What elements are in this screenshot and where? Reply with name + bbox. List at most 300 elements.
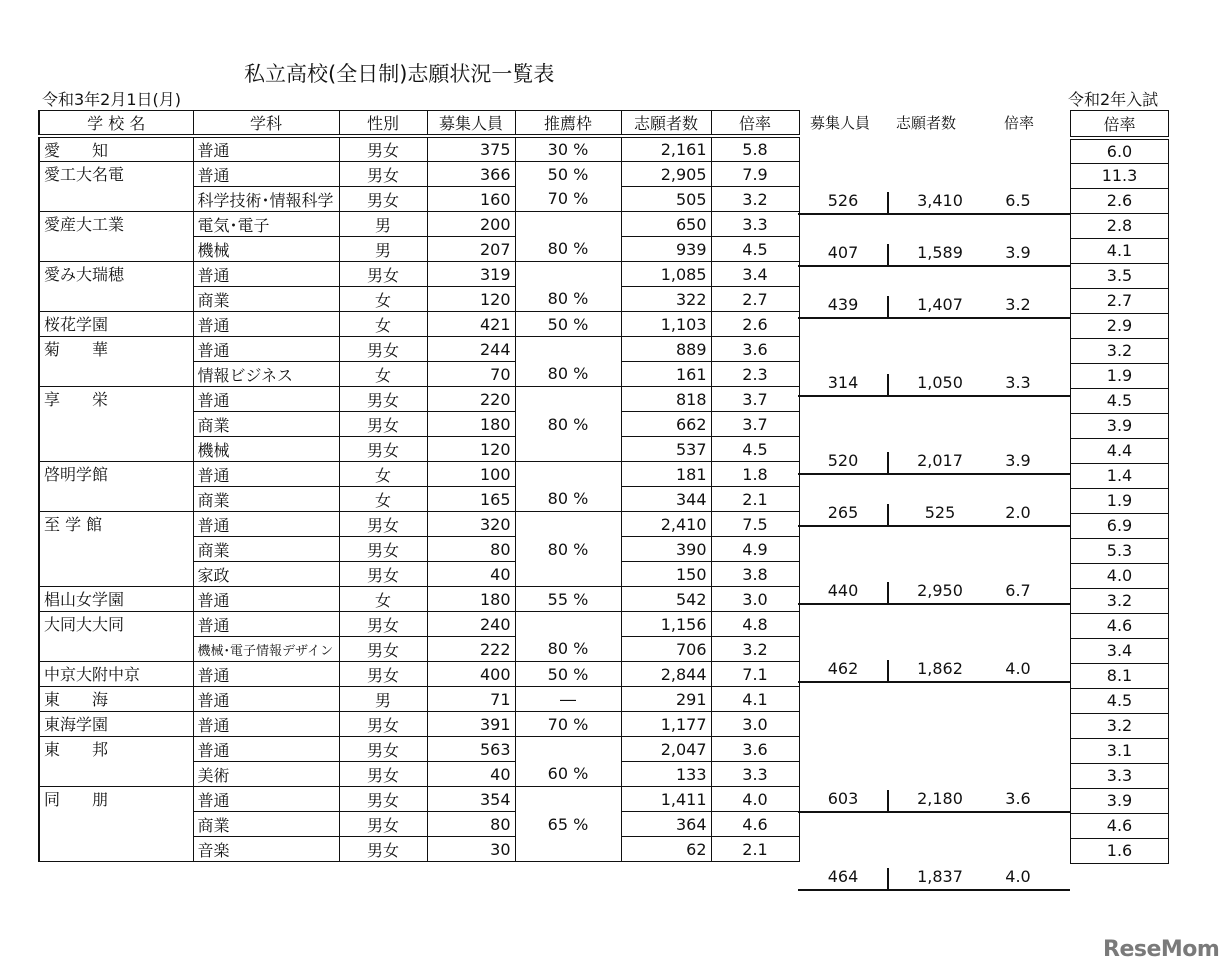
school-name-cell	[39, 412, 193, 437]
applicants-cell: 62	[621, 837, 711, 862]
dept-cell: 情報ビジネス	[193, 362, 339, 387]
prev-row	[1071, 463, 1169, 488]
prev-ratio-cell: 1.9	[1071, 363, 1169, 388]
applicants-cell: 505	[621, 187, 711, 212]
prev-row	[1071, 263, 1169, 288]
school-name-cell: 桜花学園	[39, 312, 193, 337]
capacity-cell: 80	[427, 812, 515, 837]
prev-ratio-cell: 3.3	[1071, 763, 1169, 788]
recommend-cell: 80 %	[515, 637, 621, 662]
ratio-cell: 2.6	[711, 312, 799, 337]
school-name-cell	[39, 637, 193, 662]
dept-cell: 商業	[193, 812, 339, 837]
prev-ratio-cell: 3.2	[1071, 713, 1169, 738]
recommend-cell	[515, 437, 621, 462]
previous-year-label: 令和2年入試	[1068, 90, 1159, 109]
applicants-cell: 537	[621, 437, 711, 462]
table-row	[39, 662, 799, 687]
table-row	[39, 212, 799, 237]
dept-cell: 普通	[193, 662, 339, 687]
summary-capacity: 526	[827, 191, 859, 210]
applicants-cell: 1,103	[621, 312, 711, 337]
table-row	[39, 612, 799, 637]
prev-ratio-cell: 3.1	[1071, 738, 1169, 763]
capacity-cell: 71	[427, 687, 515, 712]
school-name-cell: 愛産大工業	[39, 212, 193, 237]
capacity-cell: 180	[427, 412, 515, 437]
capacity-cell: 180	[427, 587, 515, 612]
prev-ratio-cell: 4.0	[1071, 563, 1169, 588]
dept-cell: 商業	[193, 287, 339, 312]
sex-cell: 男女	[339, 662, 427, 687]
recommend-cell: 70 %	[515, 187, 621, 212]
capacity-cell: 400	[427, 662, 515, 687]
ratio-cell: 3.8	[711, 562, 799, 587]
capacity-cell: 366	[427, 162, 515, 187]
dept-cell: 機械･電子情報デザイン	[193, 637, 339, 662]
prev-ratio-cell: 4.5	[1071, 388, 1169, 413]
summary-capacity: 407	[827, 243, 859, 262]
applicants-cell: 1,177	[621, 712, 711, 737]
dept-cell: 機械	[193, 237, 339, 262]
prev-row	[1071, 788, 1169, 813]
prev-row	[1071, 388, 1169, 413]
prev-row	[1071, 438, 1169, 463]
sex-cell: 男女	[339, 162, 427, 187]
capacity-cell: 391	[427, 712, 515, 737]
school-name-cell: 享 栄	[39, 387, 193, 412]
applicants-cell: 291	[621, 687, 711, 712]
summary-applicants: 2,180	[917, 789, 963, 808]
applicants-cell: 344	[621, 487, 711, 512]
ratio-cell: 3.0	[711, 712, 799, 737]
dept-cell: 普通	[193, 612, 339, 637]
school-name-cell: 愛み大瑞穂	[39, 262, 193, 287]
ratio-cell: 4.5	[711, 237, 799, 262]
prev-ratio-cell: 2.8	[1071, 213, 1169, 238]
recommend-cell: 70 %	[515, 712, 621, 737]
capacity-cell: 160	[427, 187, 515, 212]
summary-applicants: 1,407	[917, 295, 963, 314]
sex-cell: 男女	[339, 612, 427, 637]
recommend-cell	[515, 512, 621, 537]
dept-cell: 普通	[193, 262, 339, 287]
table-row	[39, 812, 799, 837]
applicants-cell: 2,161	[621, 136, 711, 162]
school-name-cell	[39, 237, 193, 262]
school-name-cell: 中京大附中京	[39, 662, 193, 687]
prev-row	[1071, 238, 1169, 263]
capacity-cell: 120	[427, 287, 515, 312]
applicants-cell: 133	[621, 762, 711, 787]
prev-row	[1071, 538, 1169, 563]
recommend-cell	[515, 837, 621, 862]
summary-group-border	[798, 213, 1070, 215]
applicants-cell: 322	[621, 287, 711, 312]
summary-ratio: 4.0	[1005, 659, 1031, 678]
sex-cell: 男女	[339, 412, 427, 437]
ratio-cell: 3.7	[711, 387, 799, 412]
prev-row	[1071, 638, 1169, 663]
recommend-cell	[515, 737, 621, 762]
recommend-cell: 50 %	[515, 162, 621, 187]
sex-cell: 男女	[339, 537, 427, 562]
recommend-cell: 80 %	[515, 362, 621, 387]
capacity-cell: 207	[427, 237, 515, 262]
recommend-cell: 80 %	[515, 487, 621, 512]
summary-group-border	[798, 317, 1070, 319]
dept-cell: 普通	[193, 712, 339, 737]
page-title: 私立高校(全日制)志願状況一覧表	[244, 62, 555, 86]
applicants-cell: 1,085	[621, 262, 711, 287]
school-name-cell	[39, 812, 193, 837]
prev-ratio-cell: 1.6	[1071, 838, 1169, 863]
school-name-cell: 東 海	[39, 687, 193, 712]
summary-group-border	[798, 395, 1070, 397]
sex-cell: 男女	[339, 512, 427, 537]
prev-row	[1071, 163, 1169, 188]
capacity-cell: 120	[427, 437, 515, 462]
ratio-cell: 3.4	[711, 262, 799, 287]
summary-divider	[887, 868, 889, 890]
summary-ratio: 2.0	[1005, 503, 1031, 522]
header-applicants: 志願者数	[621, 111, 711, 137]
sex-cell: 女	[339, 587, 427, 612]
applicants-cell: 818	[621, 387, 711, 412]
ratio-cell: 3.6	[711, 337, 799, 362]
sum-header-ratio: 倍率	[1004, 114, 1035, 132]
dept-cell: 普通	[193, 312, 339, 337]
recommend-cell	[515, 562, 621, 587]
sex-cell: 男女	[339, 387, 427, 412]
recommend-cell: 50 %	[515, 312, 621, 337]
summary-ratio: 3.9	[1005, 451, 1031, 470]
school-name-cell	[39, 187, 193, 212]
table-row	[39, 562, 799, 587]
dept-cell: 機械	[193, 437, 339, 462]
summary-group-border	[798, 681, 1070, 683]
table-row	[39, 337, 799, 362]
applicants-cell: 542	[621, 587, 711, 612]
summary-capacity: 603	[827, 789, 859, 808]
sex-cell: 男女	[339, 737, 427, 762]
prev-ratio-cell: 4.6	[1071, 813, 1169, 838]
capacity-cell: 40	[427, 562, 515, 587]
sex-cell: 男女	[339, 637, 427, 662]
summary-capacity: 265	[827, 503, 859, 522]
table-row	[39, 387, 799, 412]
summary-applicants: 525	[924, 503, 956, 522]
previous-year-table	[1070, 110, 1169, 864]
dept-cell: 商業	[193, 412, 339, 437]
sex-cell: 男	[339, 212, 427, 237]
capacity-cell: 40	[427, 762, 515, 787]
prev-ratio-cell: 3.9	[1071, 788, 1169, 813]
dept-cell: 家政	[193, 562, 339, 587]
summary-applicants: 1,862	[917, 659, 963, 678]
summary-group-border	[798, 889, 1070, 891]
dept-cell: 科学技術･情報科学	[193, 187, 339, 212]
applicants-cell: 662	[621, 412, 711, 437]
summary-capacity: 464	[827, 867, 859, 886]
summary-capacity: 520	[827, 451, 859, 470]
sex-cell: 男女	[339, 762, 427, 787]
capacity-cell: 80	[427, 537, 515, 562]
prev-row	[1071, 688, 1169, 713]
table-row	[39, 162, 799, 187]
school-name-cell	[39, 487, 193, 512]
summary-ratio: 3.2	[1005, 295, 1031, 314]
table-row	[39, 412, 799, 437]
prev-row	[1071, 663, 1169, 688]
recommend-cell: 80 %	[515, 412, 621, 437]
prev-row	[1071, 138, 1169, 163]
table-row	[39, 787, 799, 812]
prev-row	[1071, 288, 1169, 313]
recommend-cell	[515, 212, 621, 237]
applicants-cell: 939	[621, 237, 711, 262]
capacity-cell: 30	[427, 837, 515, 862]
capacity-cell: 165	[427, 487, 515, 512]
sex-cell: 男女	[339, 787, 427, 812]
school-name-cell: 大同大大同	[39, 612, 193, 637]
school-name-cell	[39, 837, 193, 862]
sex-cell: 男女	[339, 187, 427, 212]
ratio-cell: 3.7	[711, 412, 799, 437]
prev-ratio-cell: 4.6	[1071, 613, 1169, 638]
school-name-cell	[39, 762, 193, 787]
table-row	[39, 262, 799, 287]
dept-cell: 美術	[193, 762, 339, 787]
ratio-cell: 4.8	[711, 612, 799, 637]
summary-group-border	[798, 265, 1070, 267]
ratio-cell: 7.9	[711, 162, 799, 187]
table-row	[39, 712, 799, 737]
sex-cell: 男女	[339, 712, 427, 737]
table-row	[39, 762, 799, 787]
summary-ratio: 6.7	[1005, 581, 1031, 600]
header-sex: 性別	[339, 111, 427, 137]
dept-cell: 商業	[193, 487, 339, 512]
recommend-cell: 80 %	[515, 237, 621, 262]
prev-row	[1071, 513, 1169, 538]
summary-applicants: 3,410	[917, 191, 963, 210]
table-row	[39, 837, 799, 862]
recommend-cell: 80 %	[515, 537, 621, 562]
recommend-cell	[515, 337, 621, 362]
applicants-cell: 150	[621, 562, 711, 587]
recommend-cell: 30 %	[515, 136, 621, 162]
ratio-cell: 1.8	[711, 462, 799, 487]
school-name-cell: 菊 華	[39, 337, 193, 362]
summary-row	[798, 370, 1070, 396]
table-row	[39, 287, 799, 312]
table-header-row	[39, 111, 799, 137]
applications-table	[38, 110, 800, 862]
sex-cell: 男女	[339, 562, 427, 587]
ratio-cell: 3.3	[711, 212, 799, 237]
table-row	[39, 237, 799, 262]
header-school: 学 校 名	[39, 111, 193, 137]
ratio-cell: 7.5	[711, 512, 799, 537]
report-date: 令和3年2月1日(月)	[42, 90, 182, 109]
table-row	[39, 487, 799, 512]
summary-ratio: 3.9	[1005, 243, 1031, 262]
ratio-cell: 3.3	[711, 762, 799, 787]
summary-capacity: 439	[827, 295, 859, 314]
dept-cell: 普通	[193, 162, 339, 187]
table-row	[39, 537, 799, 562]
applicants-cell: 390	[621, 537, 711, 562]
summary-row	[798, 240, 1070, 266]
applicants-cell: 364	[621, 812, 711, 837]
header-capacity: 募集人員	[427, 111, 515, 137]
school-name-cell: 愛工大名電	[39, 162, 193, 187]
applicants-cell: 650	[621, 212, 711, 237]
prev-row	[1071, 738, 1169, 763]
applicants-cell: 2,905	[621, 162, 711, 187]
sex-cell: 女	[339, 287, 427, 312]
sum-header-capacity: 募集人員	[810, 114, 871, 132]
ratio-cell: 4.5	[711, 437, 799, 462]
prev-row	[1071, 588, 1169, 613]
sex-cell: 女	[339, 312, 427, 337]
prev-ratio-cell: 4.1	[1071, 238, 1169, 263]
dept-cell: 普通	[193, 337, 339, 362]
summary-ratio: 6.5	[1005, 191, 1031, 210]
summary-row	[798, 864, 1070, 890]
ratio-cell: 3.6	[711, 737, 799, 762]
prev-row	[1071, 213, 1169, 238]
prev-ratio-cell: 1.4	[1071, 463, 1169, 488]
summary-applicants: 1,050	[917, 373, 963, 392]
summary-row	[798, 786, 1070, 812]
prev-ratio-cell: 5.3	[1071, 538, 1169, 563]
school-name-cell: 啓明学館	[39, 462, 193, 487]
summary-group-border	[798, 603, 1070, 605]
dept-cell: 普通	[193, 787, 339, 812]
sex-cell: 男女	[339, 812, 427, 837]
summary-group-border	[798, 811, 1070, 813]
summary-ratio: 3.3	[1005, 373, 1031, 392]
school-name-cell: 同 朋	[39, 787, 193, 812]
summary-divider	[887, 582, 889, 604]
prev-row	[1071, 713, 1169, 738]
summary-applicants: 1,589	[917, 243, 963, 262]
summary-row	[798, 292, 1070, 318]
prev-row	[1071, 763, 1169, 788]
ratio-cell: 4.1	[711, 687, 799, 712]
recommend-cell	[515, 387, 621, 412]
school-name-cell: 東海学園	[39, 712, 193, 737]
summary-divider	[887, 504, 889, 526]
summary-divider	[887, 790, 889, 812]
header-dept: 学科	[193, 111, 339, 137]
recommend-cell: 55 %	[515, 587, 621, 612]
prev-row	[1071, 563, 1169, 588]
prev-ratio-cell: 11.3	[1071, 163, 1169, 188]
sex-cell: 男女	[339, 837, 427, 862]
school-name-cell: 愛 知	[39, 136, 193, 162]
summary-divider	[887, 374, 889, 396]
ratio-cell: 2.1	[711, 837, 799, 862]
prev-ratio-cell: 2.9	[1071, 313, 1169, 338]
prev-ratio-cell: 6.0	[1071, 138, 1169, 163]
prev-row	[1071, 813, 1169, 838]
header-prev-ratio: 倍率	[1071, 111, 1169, 139]
table-row	[39, 687, 799, 712]
capacity-cell: 244	[427, 337, 515, 362]
summary-divider	[887, 244, 889, 266]
ratio-cell: 3.2	[711, 187, 799, 212]
prev-row	[1071, 413, 1169, 438]
capacity-cell: 320	[427, 512, 515, 537]
applicants-cell: 2,047	[621, 737, 711, 762]
dept-cell: 普通	[193, 462, 339, 487]
prev-row	[1071, 188, 1169, 213]
prev-ratio-cell: 3.9	[1071, 413, 1169, 438]
recommend-cell	[515, 262, 621, 287]
prev-row	[1071, 613, 1169, 638]
capacity-cell: 354	[427, 787, 515, 812]
prev-row	[1071, 313, 1169, 338]
prev-row	[1071, 363, 1169, 388]
prev-ratio-cell: 2.7	[1071, 288, 1169, 313]
table-row	[39, 362, 799, 387]
table-row	[39, 312, 799, 337]
ratio-cell: 2.7	[711, 287, 799, 312]
prev-ratio-cell: 3.2	[1071, 338, 1169, 363]
recommend-cell	[515, 612, 621, 637]
school-name-cell	[39, 562, 193, 587]
ratio-cell: 3.0	[711, 587, 799, 612]
sex-cell: 女	[339, 462, 427, 487]
summary-row	[798, 578, 1070, 604]
recommend-cell: 80 %	[515, 287, 621, 312]
capacity-cell: 563	[427, 737, 515, 762]
table-row	[39, 737, 799, 762]
table-row	[39, 437, 799, 462]
prev-ratio-cell: 6.9	[1071, 513, 1169, 538]
sex-cell: 男女	[339, 262, 427, 287]
summary-capacity: 314	[827, 373, 859, 392]
dept-cell: 普通	[193, 687, 339, 712]
dept-cell: 音楽	[193, 837, 339, 862]
school-name-cell: 至 学 館	[39, 512, 193, 537]
capacity-cell: 319	[427, 262, 515, 287]
applicants-cell: 161	[621, 362, 711, 387]
summary-ratio: 3.6	[1005, 789, 1031, 808]
table-row	[39, 136, 799, 162]
recommend-cell: ―	[515, 687, 621, 712]
ratio-cell: 2.1	[711, 487, 799, 512]
school-name-cell	[39, 537, 193, 562]
resemom-logo: ReseMom	[1103, 937, 1219, 962]
summary-row	[798, 656, 1070, 682]
table-row	[39, 462, 799, 487]
applicants-cell: 889	[621, 337, 711, 362]
school-name-cell: 東 邦	[39, 737, 193, 762]
summary-applicants: 2,017	[917, 451, 963, 470]
dept-cell: 普通	[193, 136, 339, 162]
applicants-cell: 181	[621, 462, 711, 487]
recommend-cell: 60 %	[515, 762, 621, 787]
capacity-cell: 220	[427, 387, 515, 412]
ratio-cell: 2.3	[711, 362, 799, 387]
dept-cell: 普通	[193, 512, 339, 537]
sum-header-applicants: 志願者数	[896, 114, 957, 132]
ratio-cell: 7.1	[711, 662, 799, 687]
